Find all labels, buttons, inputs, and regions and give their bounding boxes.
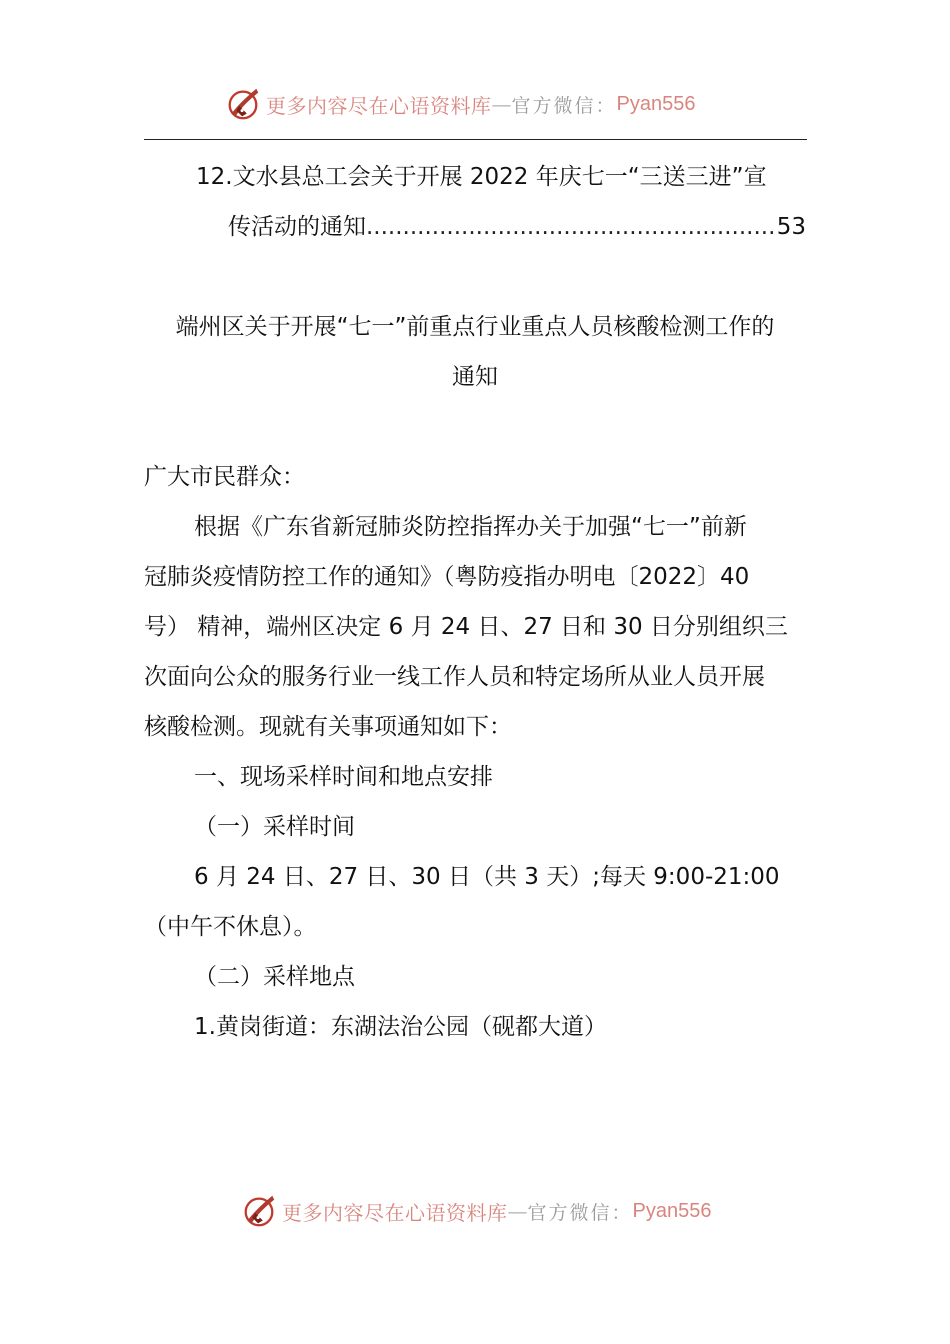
watermark-account: Pyan556 — [616, 92, 696, 115]
footer-watermark — [240, 1191, 711, 1231]
watermark-text: 更多内容尽在心语资料库 — [282, 1200, 508, 1225]
paragraph-line: 核酸检测。现就有关事项通知如下： — [144, 714, 512, 740]
sampling-location-item: 1.黄岗街道：东湖法治公园（砚都大道） — [194, 1014, 607, 1040]
watermark-text: 更多内容尽在心语资料库 — [266, 93, 492, 118]
toc-dot-leader — [366, 212, 777, 242]
paragraph-line: 根据《广东省新冠肺炎防控指挥办关于加强“七一”前新 — [194, 514, 747, 540]
paragraph-line: 冠肺炎疫情防控工作的通知》（粤防疫指办明电〔2022〕40 — [144, 564, 750, 590]
paragraph-line: 次面向公众的服务行业一线工作人员和特定场所从业人员开展 — [144, 664, 765, 690]
watermark-separator: — — [491, 92, 512, 116]
pen-nib-logo-icon — [240, 1192, 278, 1230]
header-divider — [144, 139, 807, 140]
document-title-line1: 端州区关于开展“七一”前重点行业重点人员核酸检测工作的 — [175, 314, 775, 340]
toc-entry-title-end: 传活动的通知 — [228, 214, 366, 240]
sampling-time-line: （中午不休息）。 — [144, 914, 317, 940]
watermark-account: Pyan556 — [632, 1199, 712, 1222]
watermark-label: 官方微信： — [527, 1201, 633, 1224]
toc-entry-line1: 12.文水县总工会关于开展 2022 年庆七一“三送三进”宣 — [196, 164, 767, 190]
salutation: 广大市民群众： — [144, 464, 305, 490]
paragraph-line: 号） 精神，端州区决定 6 月 24 日、27 日和 30 日分别组织三 — [144, 614, 788, 640]
section-heading: 一、现场采样时间和地点安排 — [194, 764, 493, 790]
toc-page-number: 53 — [776, 214, 806, 240]
pen-nib-logo-icon — [224, 85, 262, 123]
document-title-line2: 通知 — [452, 364, 498, 390]
subsection-heading: （一）采样时间 — [194, 814, 355, 840]
sampling-time-line: 6 月 24 日、27 日、30 日（共 3 天）;每天 9:00-21:00 — [194, 864, 780, 890]
watermark-label: 官方微信： — [511, 94, 617, 117]
subsection-heading: （二）采样地点 — [194, 964, 355, 990]
toc-entry-line2 — [228, 212, 806, 242]
watermark-separator: — — [507, 1199, 528, 1223]
header-watermark — [224, 84, 695, 124]
